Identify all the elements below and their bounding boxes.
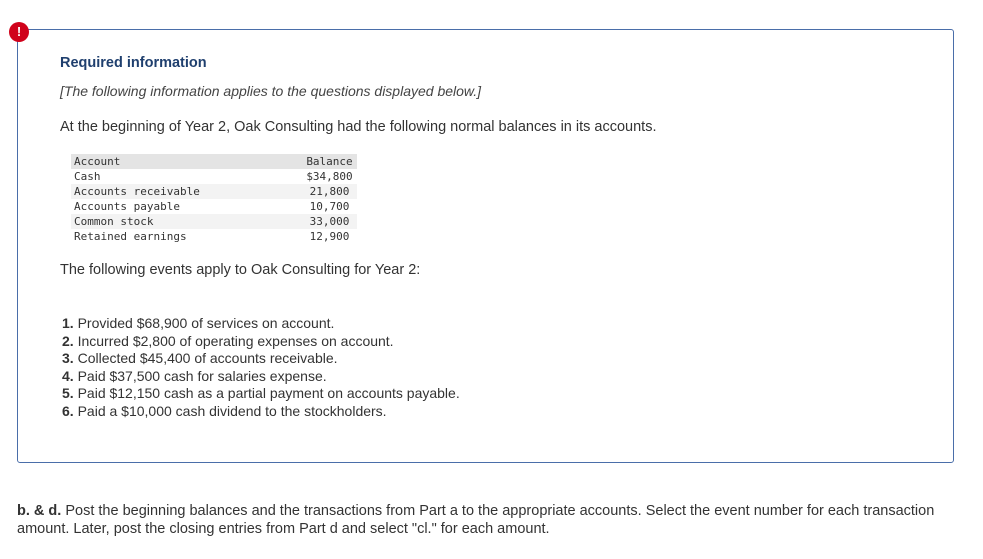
account-column-header: Account xyxy=(71,154,302,169)
list-item xyxy=(62,333,460,351)
account-name: Accounts receivable xyxy=(71,184,302,199)
panel-subtitle: [The following information applies to the questions displayed below.] xyxy=(60,83,482,99)
intro-text: At the beginning of Year 2, Oak Consulting had the following normal balances in its accounts. xyxy=(60,119,657,135)
event-number: 6. xyxy=(62,402,74,419)
table-row xyxy=(71,184,357,199)
event-number: 4. xyxy=(62,367,74,384)
table-row xyxy=(71,214,357,229)
panel-title: Required information xyxy=(60,55,207,71)
event-text: Collected $45,400 of accounts receivable. xyxy=(77,350,338,367)
events-list xyxy=(62,315,460,421)
list-item xyxy=(62,368,460,386)
event-text: Paid $12,150 cash as a partial payment on accounts payable. xyxy=(77,385,460,402)
question-instruction xyxy=(17,502,947,538)
account-balance: 10,700 xyxy=(309,200,350,213)
event-number: 5. xyxy=(62,385,74,402)
list-item xyxy=(62,350,460,368)
event-number: 2. xyxy=(62,332,74,349)
question-part-label: b. & d. xyxy=(17,503,62,519)
account-name: Cash xyxy=(74,170,101,183)
events-intro-text: The following events apply to Oak Consulting for Year 2: xyxy=(60,262,421,278)
table-row xyxy=(71,229,357,244)
list-item xyxy=(62,385,460,403)
balance-column-header: Balance xyxy=(302,154,357,169)
event-text: Paid $37,500 cash for salaries expense. xyxy=(77,367,327,384)
table-row xyxy=(71,199,357,214)
balances-table xyxy=(71,154,357,244)
account-balance: 33,000 xyxy=(302,214,357,229)
account-balance: 12,900 xyxy=(309,230,350,243)
event-text: Provided $68,900 of services on account. xyxy=(77,315,335,331)
event-text: Incurred $2,800 of operating expenses on account. xyxy=(77,332,394,349)
account-balance: 21,800 xyxy=(302,184,357,199)
alert-icon: ! xyxy=(9,22,29,42)
event-text: Paid a $10,000 cash dividend to the stockholders. xyxy=(77,402,387,419)
event-number: 3. xyxy=(62,350,74,367)
account-name: Retained earnings xyxy=(74,230,187,243)
list-item xyxy=(62,403,460,421)
required-information-panel xyxy=(17,29,954,463)
account-name: Accounts payable xyxy=(74,200,180,213)
account-name: Common stock xyxy=(71,214,302,229)
table-row xyxy=(71,169,357,184)
question-instruction-text: Post the beginning balances and the transactions from Part a to the appropriate accounts. Select the event number for each transaction amount. Later, post the closing entries from Part d and select "cl." for each amount. xyxy=(17,503,935,537)
event-number: 1. xyxy=(62,315,74,331)
table-header-row xyxy=(71,154,357,169)
list-item xyxy=(62,315,460,333)
account-balance: $34,800 xyxy=(306,170,353,183)
